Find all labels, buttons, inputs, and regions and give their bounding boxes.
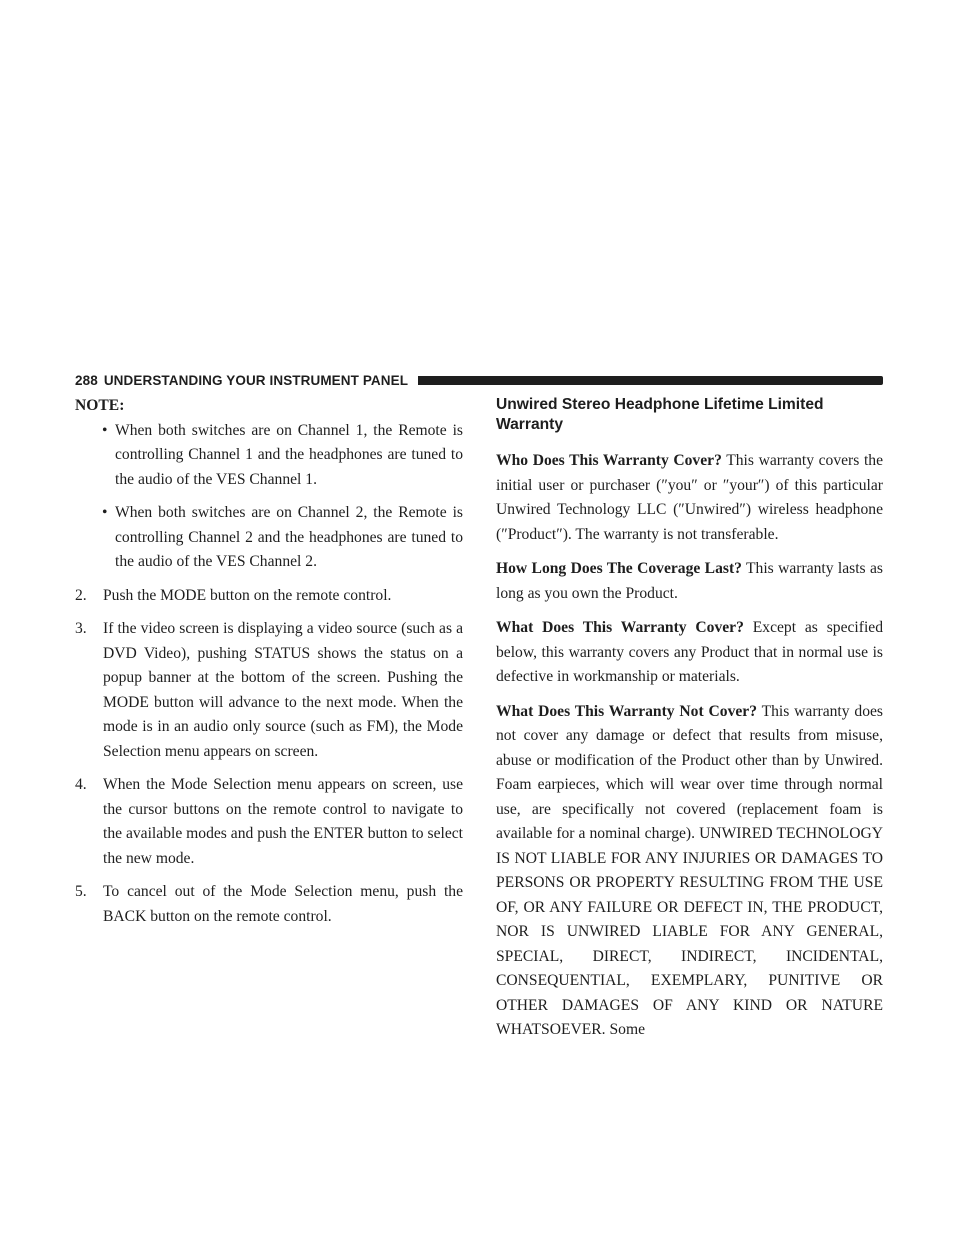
bullet-icon: • [102,504,108,521]
page-header [75,371,883,389]
warranty-paragraph [496,449,883,547]
step-text: When the Mode Selection menu appears on screen, use the cursor buttons on the remote control to navigate to the available modes and push the ENTER button to select the new mode. [103,776,463,867]
warranty-question: Who Does This Warranty Cover? [496,452,722,469]
warranty-question: What Does This Warranty Cover? [496,619,744,636]
step-item [75,880,463,929]
bullet-icon: • [102,421,108,439]
step-text: To cancel out of the Mode Selection menu, push the BACK button on the remote control. [103,883,463,925]
warranty-question: How Long Does The Coverage Last? [496,560,742,577]
warranty-question: What Does This Warranty Not Cover? [496,702,758,720]
step-text: Push the MODE button on the remote control. [103,586,392,604]
note-bullet [75,501,463,575]
header-rule [418,376,883,385]
section-header-title: UNDERSTANDING YOUR INSTRUMENT PANEL [103,372,409,388]
step-number: 2. [75,586,87,604]
step-item [75,584,463,609]
page-number: 288 [75,372,98,388]
note-label: NOTE: [75,397,125,414]
warranty-section-title: Unwired Stereo Headphone Lifetime Limited Warranty [496,396,824,433]
warranty-paragraph [496,700,883,1043]
warranty-answer: This warranty covers the initial user or purchaser (″you″ or ″your″) of this particular Unwired Technology LLC (″Unwired″) wireless headphone (″Product″). The warranty is not transferable. [496,452,883,543]
warranty-answer: This warranty does not cover any damage or defect that results from misuse, abuse or modification of the Product other than by Unwired. Foam earpieces, which will wear over time through normal use, are specifically not covered (replacement foam is available for a nominal charge). UNWIRED TECHNOLOGY IS NOT LIABLE FOR ANY INJURIES OR DAMAGES TO PERSONS OR PROPERTY RESULTING FROM THE USE OF, OR ANY FAILURE OR DEFECT IN, THE PRODUCT, NOR IS UNWIRED LIABLE FOR ANY GENERAL, SPECIAL, DIRECT, INDIRECT, INCIDENTAL, CONSEQUENTIAL, EXEMPLARY, PUNITIVE OR OTHER DAMAGES OF ANY KIND OR NATURE WHATSOEVER. Some [496,702,883,1038]
step-number: 4. [75,776,87,793]
left-column [75,394,463,938]
warranty-answer: Except as specified below, this warranty covers any Product that in normal use is defective in workmanship or materials. [496,619,883,685]
warranty-answer: This warranty lasts as long as you own the Product. [496,560,883,602]
bullet-text: When both switches are on Channel 2, the Remote is controlling Channel 2 and the headphones are tuned to the audio of the VES Channel 2. [115,504,463,570]
step-item [75,773,463,871]
step-item [75,617,463,764]
warranty-paragraph [496,616,883,690]
step-text: If the video screen is displaying a video source (such as a DVD Video), pushing STATUS shows the status on a popup banner at the bottom of the screen. Pushing the MODE button will advance to the next mode. When the mode is in an audio only source (such as FM), the Mode Selection menu appears on screen. [103,620,463,760]
right-column [496,394,883,1053]
warranty-paragraph [496,557,883,606]
note-bullet [75,419,463,493]
step-number: 3. [75,620,87,637]
step-number: 5. [75,883,87,900]
bullet-text: When both switches are on Channel 1, the Remote is controlling Channel 1 and the headphones are tuned to the audio of the VES Channel 1. [115,421,463,488]
